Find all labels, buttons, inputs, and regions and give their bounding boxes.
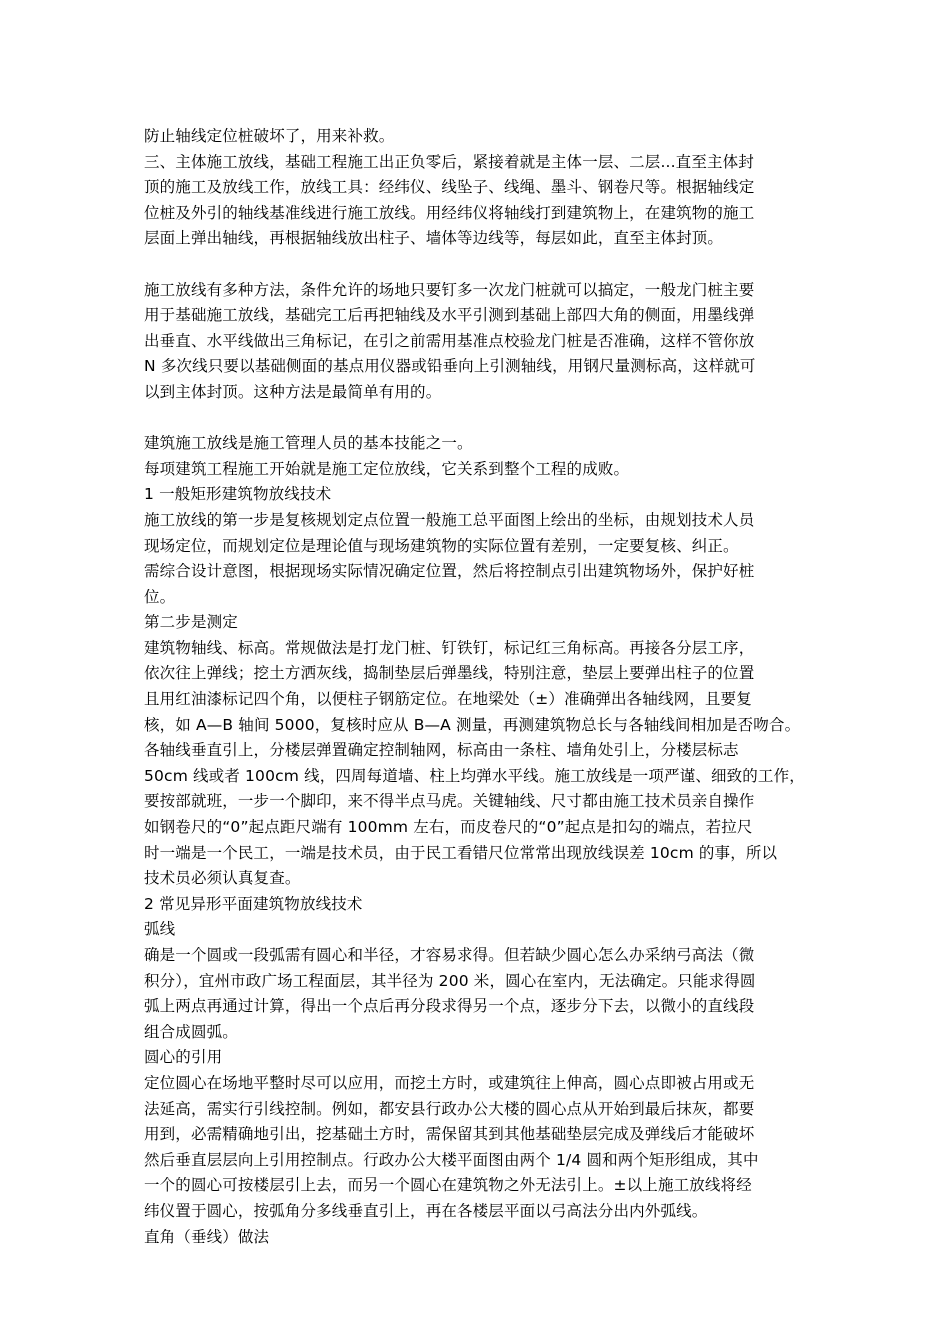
text-line: 弧线 [144, 920, 176, 939]
text-line: 弧上两点再通过计算，得出一个点后再分段求得另一个点，逐步分下去，以微小的直线段 [144, 997, 755, 1016]
text-line: 50cm 线或者 100cm 线，四周每道墙、柱上均弹水平线。施工放线是一项严谨、细致的工作， [144, 766, 805, 785]
text-line: 每项建筑工程施工开始就是施工定位放线，它关系到整个工程的成败。 [144, 459, 630, 478]
text-line: 纬仪置于圆心，按弧角分多线垂直引上，再在各楼层平面以弓高法分出内外弧线。 [144, 1201, 708, 1220]
text-line: 依次往上弹线；挖土方洒灰线，捣制垫层后弹墨线，特别注意，垫层上要弹出柱子的位置 [144, 664, 755, 683]
text-line: 如钢卷尺的“0”起点距尺端有 100mm 左右，而皮卷尺的“0”起点是扣勾的端点，若拉尺 [144, 818, 753, 837]
text-line: 施工放线的第一步是复核规划定点位置一般施工总平面图上绘出的坐标，由规划技术人员 [144, 510, 755, 529]
text-line: 需综合设计意图，根据现场实际情况确定位置，然后将控制点引出建筑物场外，保护好桩 [144, 562, 755, 581]
text-line: 技术员必须认真复查。 [144, 869, 301, 888]
text-line: 组合成圆弧。 [144, 1022, 238, 1041]
text-line: 一个的圆心可按楼层引上去，而另一个圆心在建筑物之外无法引上。±以上施工放线将经 [144, 1176, 752, 1195]
text-line: 建筑施工放线是施工管理人员的基本技能之一。 [144, 434, 473, 453]
text-line: 圆心的引用 [144, 1048, 223, 1067]
text-line: 施工放线有多种方法，条件允许的场地只要钉多一次龙门桩就可以搞定，一般龙门桩主要 [144, 280, 755, 299]
text-line: 时一端是一个民工，一端是技术员，由于民工看错尺位常常出现放线误差 10cm 的事，所以 [144, 843, 778, 862]
text-line: 核，如 A—B 轴间 5000，复核时应从 B—A 测量，再测建筑物总长与各轴线间相加是否吻合。 [144, 715, 801, 734]
text-line: 要按部就班，一步一个脚印，来不得半点马虎。关键轴线、尺寸都由施工技术员亲自操作 [144, 792, 755, 811]
text-line: 位桩及外引的轴线基准线进行施工放线。用经纬仪将轴线打到建筑物上，在建筑物的施工 [144, 203, 755, 222]
text-line: 以到主体封顶。这种方法是最简单有用的。 [144, 382, 442, 401]
text-line: 现场定位，而规划定位是理论值与现场建筑物的实际位置有差别，一定要复核、纠正。 [144, 536, 739, 555]
paragraph-gap [144, 252, 816, 278]
text-line: 用到，必需精确地引出，挖基础土方时，需保留其到其他基础垫层完成及弹线后才能破坏 [144, 1125, 755, 1144]
text-line: 建筑物轴线、标高。常规做法是打龙门桩、钉铁钉，标记红三角标高。再接各分层工序， [144, 638, 755, 657]
text-line: 1 一般矩形建筑物放线技术 [144, 485, 332, 504]
text-line: 定位圆心在场地平整时尽可以应用，而挖土方时，或建筑往上伸高，圆心点即被占用或无 [144, 1073, 755, 1092]
document-body [144, 124, 816, 1250]
text-line: 用于基础施工放线，基础完工后再把轴线及水平引测到基础上部四大角的侧面，用墨线弹 [144, 306, 755, 325]
text-line: N 多次线只要以基础侧面的基点用仪器或铅垂向上引测轴线，用钢尺量测标高，这样就可 [144, 357, 756, 376]
text-line: 层面上弹出轴线，再根据轴线放出柱子、墙体等边线等，每层如此，直至主体封顶。 [144, 229, 724, 248]
text-line: 第二步是测定 [144, 613, 238, 632]
text-line: 出垂直、水平线做出三角标记，在引之前需用基准点校验龙门桩是否准确，这样不管你放 [144, 331, 755, 350]
text-line: 然后垂直层层向上引用控制点。行政办公大楼平面图由两个 1/4 圆和两个矩形组成，其中 [144, 1150, 759, 1169]
text-line: 各轴线垂直引上，分楼层弹置确定控制轴网，标高由一条柱、墙角处引上，分楼层标志 [144, 741, 739, 760]
text-line: 防止轴线定位桩破坏了，用来补救。 [144, 127, 395, 145]
text-line: 顶的施工及放线工作，放线工具：经纬仪、线坠子、线绳、墨斗、钢卷尺等。根据轴线定 [144, 178, 755, 197]
text-line: 2 常见异形平面建筑物放线技术 [144, 894, 363, 913]
text-line: 位。 [144, 587, 176, 606]
text-line: 积分），宜州市政广场工程面层，其半径为 200 米，圆心在室内，无法确定。只能求得圆 [144, 971, 756, 990]
paragraph-gap [144, 406, 816, 432]
text-line: 确是一个圆或一段弧需有圆心和半径，才容易求得。但若缺少圆心怎么办采纳弓高法（微 [144, 946, 755, 964]
text-line: 直角（垂线）做法 [144, 1227, 270, 1246]
text-line: 且用红油漆标记四个角，以便柱子钢筋定位。在地梁处（±）准确弹出各轴线网，且要复 [144, 690, 752, 709]
text-line: 三、主体施工放线，基础工程施工出正负零后，紧接着就是主体一层、二层...直至主体封 [144, 152, 754, 171]
text-line: 法延高，需实行引线控制。例如，都安县行政办公大楼的圆心点从开始到最后抹灰，都要 [144, 1099, 755, 1118]
